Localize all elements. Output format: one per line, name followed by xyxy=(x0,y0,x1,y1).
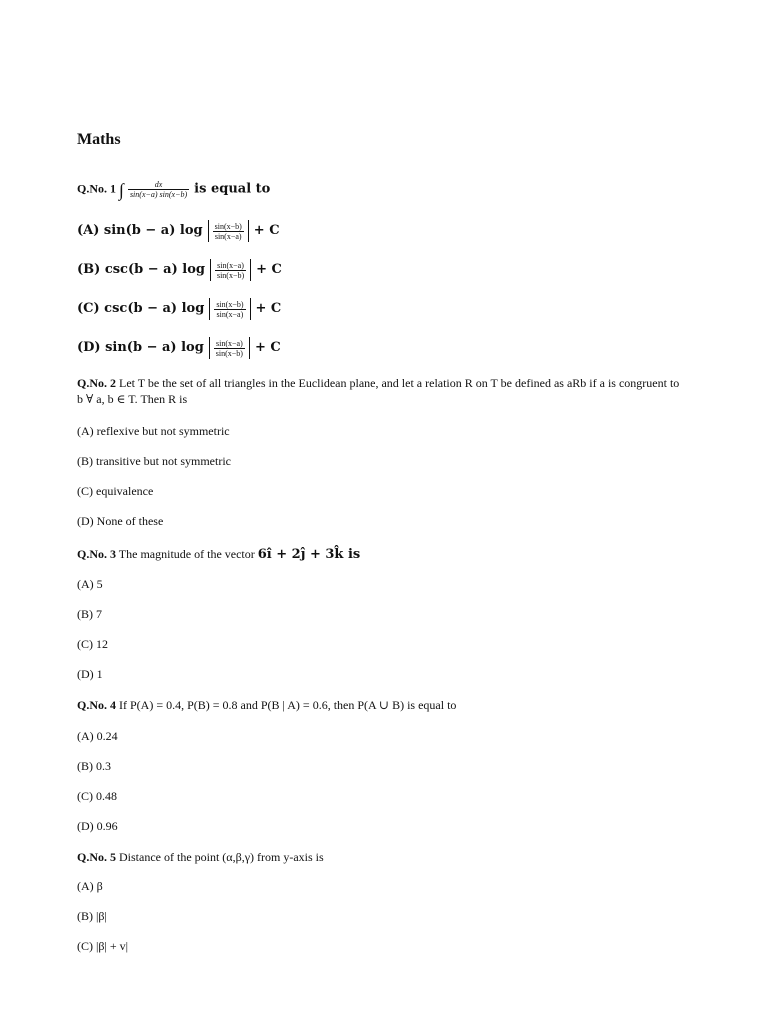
fraction-numerator: sin(x−b) xyxy=(214,221,242,231)
fraction-numerator: dx xyxy=(128,180,189,190)
abs-bar-right xyxy=(250,298,251,320)
option-a: (A) β xyxy=(77,879,103,893)
fraction-numerator: sin(x−a) xyxy=(214,339,245,349)
question-5 xyxy=(77,849,324,865)
abs-bar-left xyxy=(209,337,210,359)
option-a: (A) 0.24 xyxy=(77,729,118,743)
question-text: The magnitude of the vector xyxy=(118,547,255,561)
option-c: (C) 12 xyxy=(77,637,108,651)
option-a xyxy=(77,220,280,242)
fraction-numerator: sin(x−a) xyxy=(215,261,246,271)
question-number: Q.No. 3 xyxy=(77,547,116,561)
option-c: (C) |β| + v| xyxy=(77,939,129,953)
option-b: (B) |β| xyxy=(77,909,107,923)
question-number: Q.No. 2 xyxy=(77,376,116,390)
question-4 xyxy=(77,697,456,713)
fraction-denominator: sin(x−a) sin(x−b) xyxy=(129,190,188,199)
option-c: (C) equivalence xyxy=(77,484,154,498)
question-number: Q.No. 5 xyxy=(77,850,116,864)
question-number: Q.No. 1 xyxy=(77,181,116,196)
option-prefix: (D) sin(b − a) log xyxy=(77,339,204,355)
option-fraction xyxy=(214,339,245,358)
question-text: Let T be the set of all triangles in the Euclidean plane, and let a relation R on T be defined as aRb if a is congruent to b ∀ a, b ∈ T. Then R is xyxy=(77,376,680,406)
option-suffix: + C xyxy=(255,300,282,316)
question-1 xyxy=(77,180,270,199)
question-3 xyxy=(77,546,360,563)
question-tail: is equal to xyxy=(194,181,271,197)
option-a: (A) reflexive but not symmetric xyxy=(77,424,230,438)
option-prefix: (B) csc(b − a) log xyxy=(77,261,205,277)
fraction-denominator: sin(x−a) xyxy=(214,231,242,241)
question-text: Distance of the point (α,β,γ) from y-axis is xyxy=(119,850,324,864)
option-a: (A) 5 xyxy=(77,577,103,591)
fraction-denominator: sin(x−b) xyxy=(216,270,245,280)
abs-bar-left xyxy=(209,298,210,320)
fraction-denominator: sin(x−b) xyxy=(215,348,243,358)
option-b: (B) 0.3 xyxy=(77,759,111,773)
option-fraction xyxy=(213,222,244,241)
integrand-fraction xyxy=(128,180,189,199)
vector-expression: 6î + 2ĵ + 3k̂ is xyxy=(257,547,361,562)
option-d xyxy=(77,337,281,359)
abs-bar-left xyxy=(210,259,211,281)
option-c xyxy=(77,298,281,320)
section-heading: Maths xyxy=(77,131,121,148)
option-fraction xyxy=(215,261,246,280)
option-prefix: (C) csc(b − a) log xyxy=(77,300,205,316)
abs-bar-right xyxy=(248,220,249,242)
option-d: (D) 1 xyxy=(77,667,103,681)
abs-bar-right xyxy=(250,259,251,281)
integral-symbol: ∫ xyxy=(119,179,124,200)
option-suffix: + C xyxy=(256,261,282,277)
option-prefix: (A) sin(b − a) log xyxy=(77,222,203,238)
option-fraction xyxy=(214,300,245,319)
fraction-denominator: sin(x−a) xyxy=(216,309,244,319)
option-c: (C) 0.48 xyxy=(77,789,117,803)
fraction-numerator: sin(x−b) xyxy=(216,299,244,309)
option-d: (D) 0.96 xyxy=(77,819,118,833)
option-d: (D) None of these xyxy=(77,514,164,528)
option-b xyxy=(77,259,282,281)
abs-bar-right xyxy=(249,337,250,359)
abs-bar-left xyxy=(208,220,209,242)
question-2 xyxy=(77,375,687,407)
option-suffix: + C xyxy=(253,222,280,238)
question-number: Q.No. 4 xyxy=(77,698,116,712)
question-text: If P(A) = 0.4, P(B) = 0.8 and P(B | A) = 0.6, then P(A ∪ B) is equal to xyxy=(119,698,457,712)
option-b: (B) 7 xyxy=(77,607,102,621)
option-suffix: + C xyxy=(254,339,281,355)
option-b: (B) transitive but not symmetric xyxy=(77,454,231,468)
